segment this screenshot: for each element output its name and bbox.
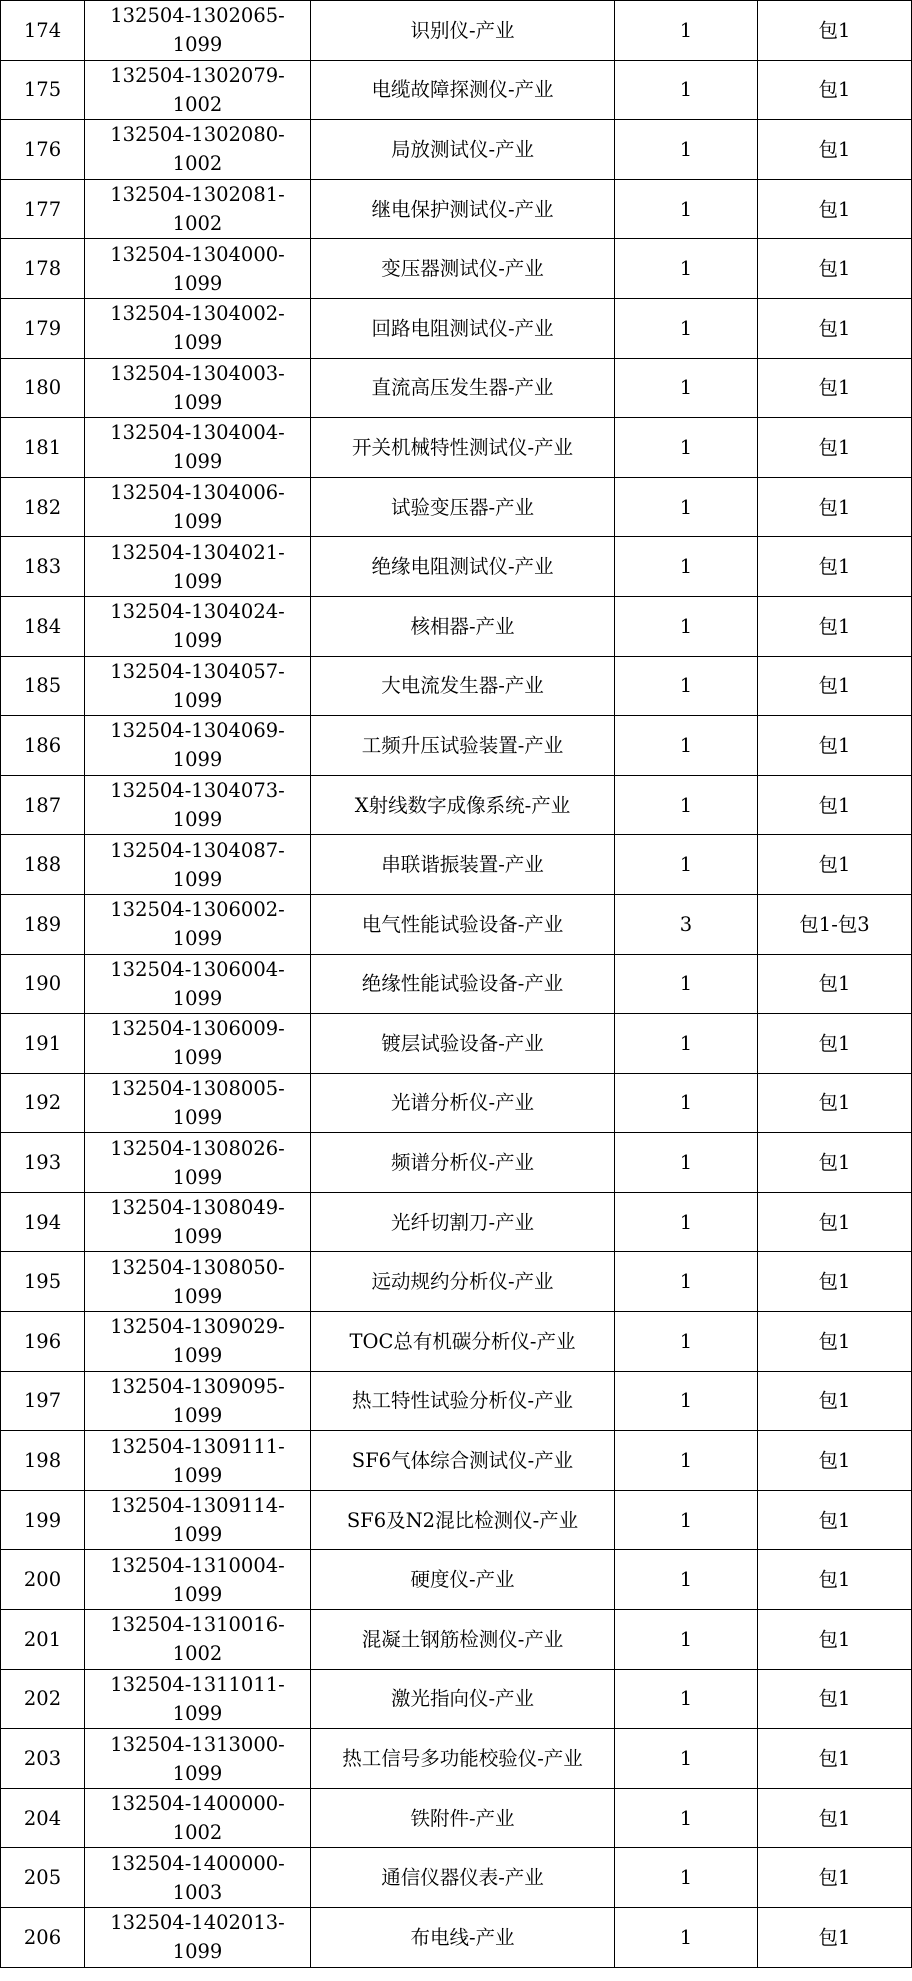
material-code-cell (85, 477, 311, 537)
material-code-cell (85, 1610, 311, 1670)
row-number-cell: 183 (1, 537, 85, 597)
material-code-line-1: 132504-1306002- (110, 898, 285, 922)
material-code-cell (85, 1073, 311, 1133)
material-code-line-1: 132504-1304006- (110, 481, 285, 505)
row-number-cell: 177 (1, 179, 85, 239)
material-code-cell (85, 1, 311, 61)
row-number-cell: 197 (1, 1371, 85, 1431)
table-row (1, 1490, 912, 1550)
package-cell: 包1 (758, 1014, 912, 1074)
material-code-line-2: 1099 (172, 1105, 223, 1129)
material-code-line-2: 1099 (172, 1701, 223, 1725)
row-number-cell: 186 (1, 716, 85, 776)
package-cell: 包1 (758, 1490, 912, 1550)
material-name-cell: 热工特性试验分析仪-产业 (311, 1371, 615, 1431)
row-number-cell: 203 (1, 1729, 85, 1789)
table-row (1, 835, 912, 895)
material-name-cell: 回路电阻测试仪-产业 (311, 298, 615, 358)
material-code-line-2: 1099 (172, 1940, 223, 1964)
quantity-cell: 1 (615, 1908, 758, 1968)
material-name-cell: 铁附件-产业 (311, 1788, 615, 1848)
quantity-cell: 1 (615, 775, 758, 835)
package-cell: 包1 (758, 835, 912, 895)
material-code-line-1: 132504-1304021- (110, 540, 285, 564)
material-code-cell (85, 775, 311, 835)
table-row (1, 596, 912, 656)
material-name-cell: 试验变压器-产业 (311, 477, 615, 537)
package-cell: 包1 (758, 1192, 912, 1252)
package-cell: 包1 (758, 418, 912, 478)
quantity-cell: 1 (615, 239, 758, 299)
material-name-cell: X射线数字成像系统-产业 (311, 775, 615, 835)
quantity-cell: 1 (615, 1848, 758, 1908)
table-row (1, 1788, 912, 1848)
material-name-cell: 开关机械特性测试仪-产业 (311, 418, 615, 478)
material-name-cell: 混凝土钢筋检测仪-产业 (311, 1610, 615, 1670)
material-code-line-1: 132504-1309114- (110, 1494, 285, 1518)
package-cell: 包1 (758, 1073, 912, 1133)
material-code-line-1: 132504-1308049- (110, 1196, 285, 1220)
table-row (1, 1908, 912, 1968)
quantity-cell: 1 (615, 1073, 758, 1133)
material-code-line-1: 132504-1311011- (110, 1672, 285, 1696)
material-code-line-2: 1099 (172, 1225, 223, 1249)
material-code-cell (85, 537, 311, 597)
material-name-cell: TOC总有机碳分析仪-产业 (311, 1312, 615, 1372)
package-cell: 包1 (758, 1610, 912, 1670)
quantity-cell: 3 (615, 894, 758, 954)
row-number-cell: 191 (1, 1014, 85, 1074)
material-code-line-2: 1099 (172, 1582, 223, 1606)
material-name-cell: 绝缘电阻测试仪-产业 (311, 537, 615, 597)
material-name-cell: 直流高压发生器-产业 (311, 358, 615, 418)
material-code-line-1: 132504-1308050- (110, 1255, 285, 1279)
material-code-line-1: 132504-1313000- (110, 1732, 285, 1756)
material-name-cell: 光纤切割刀-产业 (311, 1192, 615, 1252)
material-code-line-1: 132504-1304073- (110, 779, 285, 803)
material-name-cell: 绝缘性能试验设备-产业 (311, 954, 615, 1014)
material-code-line-1: 132504-1306009- (110, 1017, 285, 1041)
material-code-line-1: 132504-1304024- (110, 600, 285, 624)
material-code-line-2: 1099 (172, 1761, 223, 1785)
material-code-line-2: 1003 (172, 1880, 223, 1904)
package-cell: 包1 (758, 1729, 912, 1789)
material-name-cell: 频谱分析仪-产业 (311, 1133, 615, 1193)
material-name-cell: 电缆故障探测仪-产业 (311, 60, 615, 120)
material-code-line-2: 1099 (172, 1523, 223, 1547)
material-code-cell (85, 1908, 311, 1968)
material-name-cell: 局放测试仪-产业 (311, 120, 615, 180)
table-row (1, 894, 912, 954)
quantity-cell: 1 (615, 1550, 758, 1610)
material-code-line-2: 1099 (172, 450, 223, 474)
row-number-cell: 181 (1, 418, 85, 478)
material-code-line-2: 1099 (172, 271, 223, 295)
table-row (1, 1371, 912, 1431)
material-code-line-1: 132504-1304087- (110, 838, 285, 862)
quantity-cell: 1 (615, 596, 758, 656)
quantity-cell: 1 (615, 1788, 758, 1848)
row-number-cell: 190 (1, 954, 85, 1014)
material-name-cell: 继电保护测试仪-产业 (311, 179, 615, 239)
table-body (1, 1, 912, 1968)
table-row (1, 1, 912, 61)
material-name-cell: 识别仪-产业 (311, 1, 615, 61)
quantity-cell: 1 (615, 954, 758, 1014)
package-cell: 包1 (758, 239, 912, 299)
row-number-cell: 205 (1, 1848, 85, 1908)
table-row (1, 179, 912, 239)
material-code-line-1: 132504-1302081- (110, 183, 285, 207)
material-code-cell (85, 1729, 311, 1789)
quantity-cell: 1 (615, 477, 758, 537)
material-code-cell (85, 1312, 311, 1372)
material-name-cell: 变压器测试仪-产业 (311, 239, 615, 299)
row-number-cell: 188 (1, 835, 85, 895)
material-name-cell: 电气性能试验设备-产业 (311, 894, 615, 954)
material-code-line-1: 132504-1302080- (110, 123, 285, 147)
material-code-line-1: 132504-1308005- (110, 1076, 285, 1100)
material-code-cell (85, 1133, 311, 1193)
material-code-line-2: 1099 (172, 748, 223, 772)
material-code-line-1: 132504-1302079- (110, 63, 285, 87)
material-code-cell (85, 894, 311, 954)
package-cell: 包1 (758, 1252, 912, 1312)
material-code-line-1: 132504-1304002- (110, 302, 285, 326)
table-row (1, 1610, 912, 1670)
quantity-cell: 1 (615, 358, 758, 418)
material-code-line-2: 1002 (172, 92, 223, 116)
package-cell: 包1 (758, 60, 912, 120)
table-row (1, 1073, 912, 1133)
row-number-cell: 200 (1, 1550, 85, 1610)
quantity-cell: 1 (615, 1431, 758, 1491)
material-code-line-2: 1002 (172, 212, 223, 236)
quantity-cell: 1 (615, 1490, 758, 1550)
package-cell: 包1 (758, 1371, 912, 1431)
material-code-line-2: 1002 (172, 1642, 223, 1666)
quantity-cell: 1 (615, 418, 758, 478)
row-number-cell: 192 (1, 1073, 85, 1133)
material-code-line-1: 132504-1304003- (110, 361, 285, 385)
material-code-line-1: 132504-1310016- (110, 1613, 285, 1637)
row-number-cell: 178 (1, 239, 85, 299)
package-cell: 包1 (758, 179, 912, 239)
table-row (1, 239, 912, 299)
material-name-cell: 远动规约分析仪-产业 (311, 1252, 615, 1312)
package-cell: 包1 (758, 1, 912, 61)
row-number-cell: 184 (1, 596, 85, 656)
package-cell: 包1-包3 (758, 894, 912, 954)
material-name-cell: 大电流发生器-产业 (311, 656, 615, 716)
material-name-cell: 光谱分析仪-产业 (311, 1073, 615, 1133)
table-row (1, 954, 912, 1014)
material-code-line-2: 1002 (172, 152, 223, 176)
package-cell: 包1 (758, 1908, 912, 1968)
material-code-line-2: 1099 (172, 1046, 223, 1070)
material-code-line-2: 1099 (172, 1344, 223, 1368)
material-code-line-2: 1099 (172, 867, 223, 891)
material-code-cell (85, 954, 311, 1014)
package-cell: 包1 (758, 775, 912, 835)
row-number-cell: 199 (1, 1490, 85, 1550)
material-code-cell (85, 1490, 311, 1550)
material-code-cell (85, 596, 311, 656)
table-row (1, 60, 912, 120)
quantity-cell: 1 (615, 1192, 758, 1252)
row-number-cell: 182 (1, 477, 85, 537)
material-code-line-2: 1099 (172, 1403, 223, 1427)
package-cell: 包1 (758, 1848, 912, 1908)
row-number-cell: 196 (1, 1312, 85, 1372)
material-name-cell: 核相器-产业 (311, 596, 615, 656)
material-code-line-1: 132504-1310004- (110, 1553, 285, 1577)
row-number-cell: 204 (1, 1788, 85, 1848)
package-cell: 包1 (758, 1788, 912, 1848)
table-row (1, 1729, 912, 1789)
material-code-line-2: 1099 (172, 510, 223, 534)
material-code-cell (85, 1371, 311, 1431)
row-number-cell: 193 (1, 1133, 85, 1193)
table-row (1, 656, 912, 716)
material-code-cell (85, 1192, 311, 1252)
material-code-line-2: 1099 (172, 927, 223, 951)
package-cell: 包1 (758, 1669, 912, 1729)
material-code-cell (85, 716, 311, 776)
package-cell: 包1 (758, 358, 912, 418)
table-row (1, 537, 912, 597)
material-code-line-1: 132504-1306004- (110, 957, 285, 981)
material-name-cell: 串联谐振装置-产业 (311, 835, 615, 895)
row-number-cell: 175 (1, 60, 85, 120)
package-cell: 包1 (758, 716, 912, 776)
material-name-cell: SF6气体综合测试仪-产业 (311, 1431, 615, 1491)
material-code-line-1: 132504-1402013- (110, 1911, 285, 1935)
material-code-cell (85, 239, 311, 299)
material-name-cell: SF6及N2混比检测仪-产业 (311, 1490, 615, 1550)
material-name-cell: 硬度仪-产业 (311, 1550, 615, 1610)
row-number-cell: 206 (1, 1908, 85, 1968)
material-code-cell (85, 1550, 311, 1610)
material-name-cell: 工频升压试验装置-产业 (311, 716, 615, 776)
material-code-line-1: 132504-1304000- (110, 242, 285, 266)
package-cell: 包1 (758, 1312, 912, 1372)
material-name-cell: 热工信号多功能校验仪-产业 (311, 1729, 615, 1789)
material-code-cell (85, 835, 311, 895)
material-name-cell: 镀层试验设备-产业 (311, 1014, 615, 1074)
package-cell: 包1 (758, 120, 912, 180)
material-code-line-2: 1099 (172, 331, 223, 355)
table-row (1, 1133, 912, 1193)
quantity-cell: 1 (615, 1610, 758, 1670)
package-cell: 包1 (758, 656, 912, 716)
material-code-line-1: 132504-1400000- (110, 1851, 285, 1875)
table-row (1, 477, 912, 537)
material-code-line-2: 1099 (172, 688, 223, 712)
table-row (1, 1252, 912, 1312)
material-code-cell (85, 358, 311, 418)
table-row (1, 1848, 912, 1908)
material-code-cell (85, 1669, 311, 1729)
material-code-line-1: 132504-1309029- (110, 1315, 285, 1339)
row-number-cell: 194 (1, 1192, 85, 1252)
quantity-cell: 1 (615, 298, 758, 358)
table-row (1, 120, 912, 180)
table-row (1, 1312, 912, 1372)
table-row (1, 716, 912, 776)
quantity-cell: 1 (615, 835, 758, 895)
quantity-cell: 1 (615, 716, 758, 776)
material-code-line-1: 132504-1302065- (110, 4, 285, 28)
package-cell: 包1 (758, 537, 912, 597)
material-code-line-1: 132504-1308026- (110, 1136, 285, 1160)
material-code-cell (85, 298, 311, 358)
material-code-line-1: 132504-1400000- (110, 1792, 285, 1816)
row-number-cell: 187 (1, 775, 85, 835)
material-code-line-2: 1099 (172, 808, 223, 832)
material-code-line-2: 1099 (172, 1463, 223, 1487)
table-row (1, 358, 912, 418)
row-number-cell: 195 (1, 1252, 85, 1312)
table-row (1, 1550, 912, 1610)
quantity-cell: 1 (615, 1014, 758, 1074)
material-code-line-2: 1002 (172, 1821, 223, 1845)
package-cell: 包1 (758, 1550, 912, 1610)
row-number-cell: 189 (1, 894, 85, 954)
material-code-line-1: 132504-1304057- (110, 659, 285, 683)
row-number-cell: 202 (1, 1669, 85, 1729)
table-row (1, 298, 912, 358)
row-number-cell: 176 (1, 120, 85, 180)
quantity-cell: 1 (615, 1133, 758, 1193)
row-number-cell: 180 (1, 358, 85, 418)
material-code-cell (85, 60, 311, 120)
material-code-cell (85, 418, 311, 478)
quantity-cell: 1 (615, 1371, 758, 1431)
material-code-line-2: 1099 (172, 1284, 223, 1308)
quantity-cell: 1 (615, 60, 758, 120)
material-code-line-2: 1099 (172, 629, 223, 653)
package-cell: 包1 (758, 1431, 912, 1491)
material-code-line-2: 1099 (172, 986, 223, 1010)
row-number-cell: 198 (1, 1431, 85, 1491)
quantity-cell: 1 (615, 1, 758, 61)
quantity-cell: 1 (615, 120, 758, 180)
material-code-line-2: 1099 (172, 33, 223, 57)
table-row (1, 1192, 912, 1252)
table-row (1, 1669, 912, 1729)
material-code-cell (85, 1788, 311, 1848)
material-code-cell (85, 179, 311, 239)
material-code-cell (85, 1014, 311, 1074)
material-code-cell (85, 1431, 311, 1491)
material-name-cell: 激光指向仪-产业 (311, 1669, 615, 1729)
material-code-line-1: 132504-1309095- (110, 1374, 285, 1398)
quantity-cell: 1 (615, 1669, 758, 1729)
package-cell: 包1 (758, 954, 912, 1014)
quantity-cell: 1 (615, 1729, 758, 1789)
material-code-cell (85, 1848, 311, 1908)
material-code-line-2: 1099 (172, 390, 223, 414)
table-row (1, 418, 912, 478)
material-code-line-1: 132504-1309111- (110, 1434, 285, 1458)
material-code-line-2: 1099 (172, 1165, 223, 1189)
material-code-cell (85, 1252, 311, 1312)
material-code-cell (85, 120, 311, 180)
material-name-cell: 布电线-产业 (311, 1908, 615, 1968)
quantity-cell: 1 (615, 656, 758, 716)
package-cell: 包1 (758, 596, 912, 656)
table-row (1, 1431, 912, 1491)
material-code-line-2: 1099 (172, 569, 223, 593)
row-number-cell: 201 (1, 1610, 85, 1670)
table-row (1, 775, 912, 835)
material-code-cell (85, 656, 311, 716)
package-cell: 包1 (758, 1133, 912, 1193)
package-cell: 包1 (758, 298, 912, 358)
row-number-cell: 185 (1, 656, 85, 716)
quantity-cell: 1 (615, 1252, 758, 1312)
quantity-cell: 1 (615, 179, 758, 239)
table-row (1, 1014, 912, 1074)
package-cell: 包1 (758, 477, 912, 537)
material-code-line-1: 132504-1304069- (110, 719, 285, 743)
quantity-cell: 1 (615, 1312, 758, 1372)
row-number-cell: 179 (1, 298, 85, 358)
row-number-cell: 174 (1, 1, 85, 61)
material-code-line-1: 132504-1304004- (110, 421, 285, 445)
material-name-cell: 通信仪器仪表-产业 (311, 1848, 615, 1908)
quantity-cell: 1 (615, 537, 758, 597)
